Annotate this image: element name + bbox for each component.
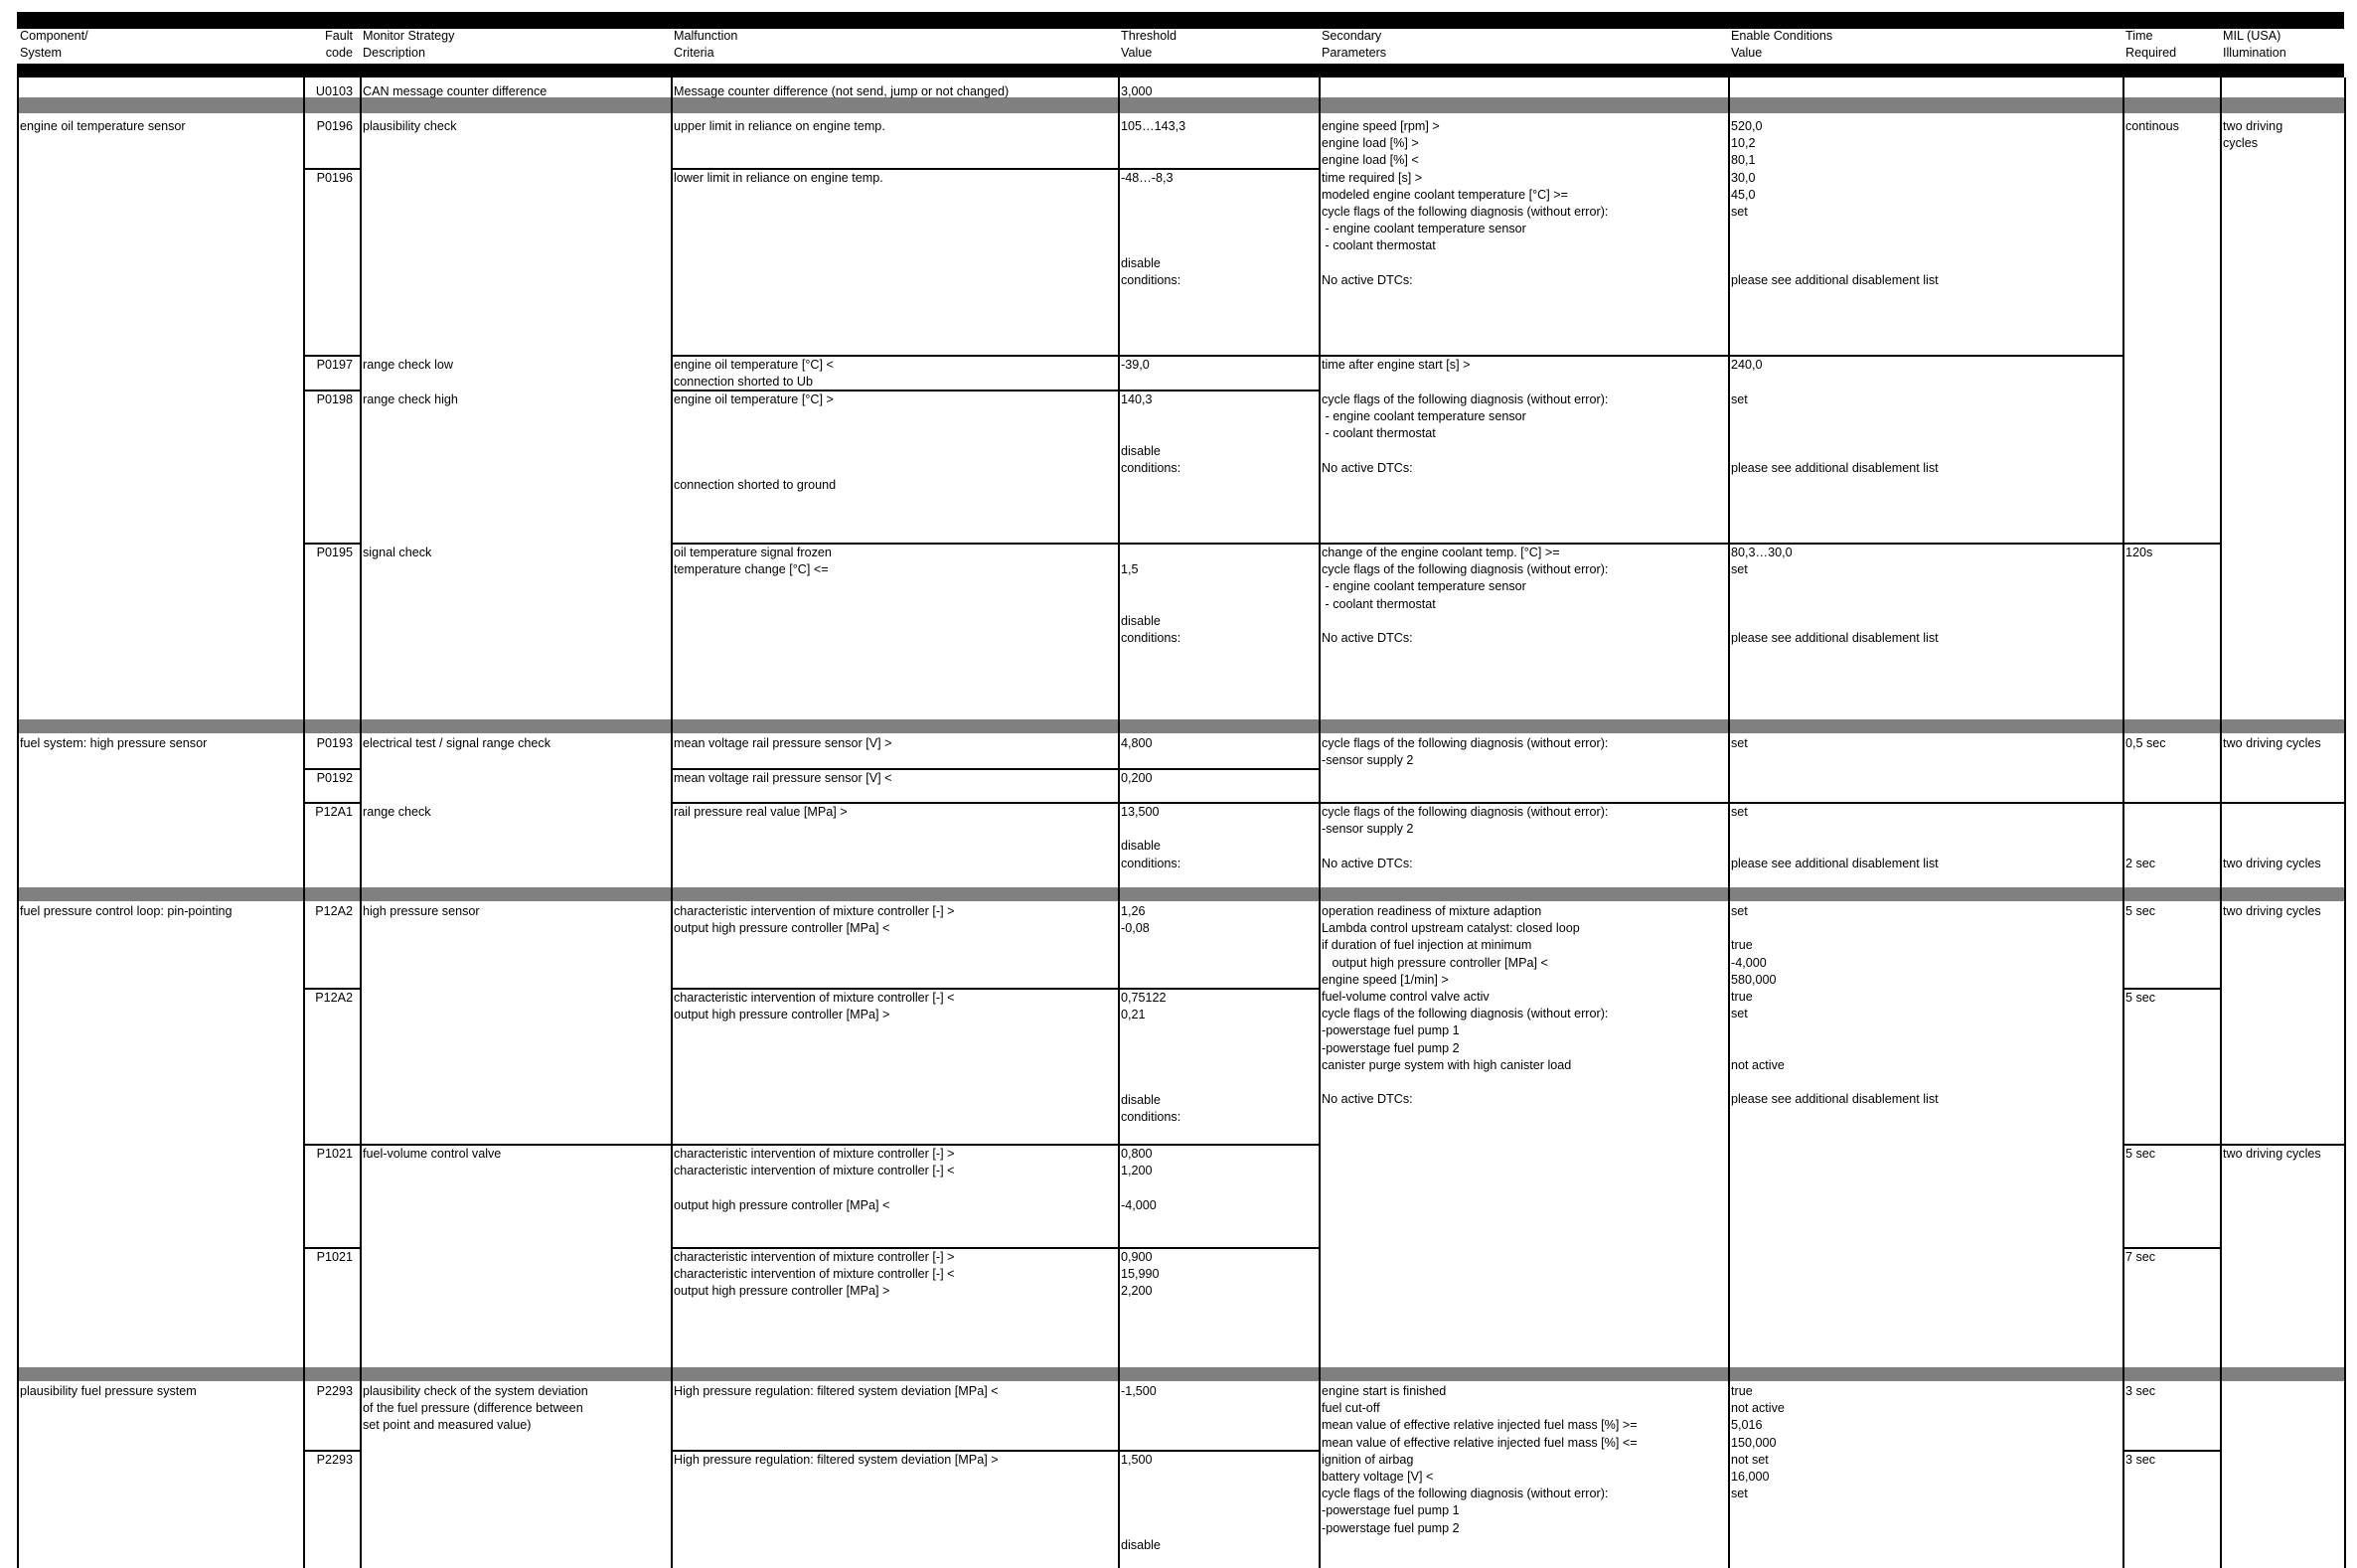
fault-code: U0103 bbox=[315, 84, 353, 98]
cell-threshold: -48…-8,3 disable conditions: bbox=[1121, 171, 1181, 288]
column-divider bbox=[2220, 78, 2222, 1568]
cell-values: set please see additional disablement list bbox=[1731, 392, 1939, 475]
cell-mil: two driving cycles bbox=[2223, 904, 2321, 918]
fault-code: P0193 bbox=[316, 736, 353, 750]
header-enable-conditions: Enable Conditions Value bbox=[1731, 29, 1833, 61]
cell-threshold: 4,800 bbox=[1121, 736, 1153, 750]
cell-threshold: 3,000 bbox=[1121, 84, 1153, 98]
cell-criteria: mean voltage rail pressure sensor [V] < bbox=[674, 771, 892, 785]
cell-values: set please see additional disablement list bbox=[1731, 805, 1939, 870]
column-divider bbox=[671, 78, 673, 1568]
cell-strategy: range check bbox=[363, 805, 431, 819]
cell-strategy: high pressure sensor bbox=[363, 904, 480, 918]
cell-threshold: 0,900 15,990 2,200 bbox=[1121, 1250, 1160, 1299]
cell-time: continous bbox=[2125, 119, 2179, 133]
cell-time: 5 sec bbox=[2125, 991, 2156, 1005]
cell-values: 240,0 bbox=[1731, 358, 1763, 372]
section-separator-band bbox=[17, 887, 2344, 901]
cell-strategy: range check low bbox=[363, 358, 454, 372]
cell-threshold: 1,26 -0,08 bbox=[1121, 904, 1150, 936]
cell-criteria: characteristic intervention of mixture controller [-] > characteristic intervention of mixture controller [-] < output high pressure controller [MPa] > bbox=[674, 1250, 955, 1299]
cell-params: engine speed [rpm] > engine load [%] > engine load [%] < time required [s] > modeled engine coolant temperature [°C] >= cycle flags of the following diagnosis (without error): - engine coolant temperature sensor - coolant thermostat No active DTCs: bbox=[1322, 119, 1609, 287]
fault-code: P1021 bbox=[316, 1147, 353, 1161]
cell-time: 7 sec bbox=[2125, 1250, 2156, 1264]
cell-criteria: characteristic intervention of mixture controller [-] > output high pressure controller [MPa] < bbox=[674, 904, 955, 936]
cell-strategy: plausibility check bbox=[363, 119, 457, 133]
cell-mil: two driving cycles bbox=[2223, 736, 2321, 750]
header-component-system: Component/ System bbox=[20, 29, 88, 61]
cell-criteria: rail pressure real value [MPa] > bbox=[674, 805, 848, 819]
cell-params: change of the engine coolant temp. [°C] >= cycle flags of the following diagnosis (without error): - engine coolant temperature sensor - coolant thermostat No active DTCs: bbox=[1322, 546, 1609, 646]
header-secondary-parameters: Secondary Parameters bbox=[1322, 29, 1387, 61]
cell-threshold: -39,0 bbox=[1121, 358, 1150, 372]
cell-criteria: characteristic intervention of mixture controller [-] > characteristic intervention of mixture controller [-] < output high pressure controller [MPa] < bbox=[674, 1147, 955, 1212]
column-divider bbox=[1118, 78, 1120, 1568]
header-malfunction-criteria: Malfunction Criteria bbox=[674, 29, 738, 61]
fault-code: P2293 bbox=[316, 1453, 353, 1467]
cell-params: time after engine start [s] > bbox=[1322, 358, 1471, 372]
cell-strategy: range check high bbox=[363, 392, 458, 406]
cell-values: 520,0 10,2 80,1 30,0 45,0 set please see additional disablement list bbox=[1731, 119, 1939, 287]
cell-values: true not active 5,016 150,000 not set 16,000 set bbox=[1731, 1384, 1785, 1501]
cell-strategy: plausibility check of the system deviation of the fuel pressure (difference between set point and measured value) bbox=[363, 1384, 588, 1433]
fault-code: P12A1 bbox=[315, 805, 353, 819]
section-separator-band bbox=[17, 1367, 2344, 1381]
cell-time: 3 sec bbox=[2125, 1453, 2156, 1467]
column-divider bbox=[303, 78, 305, 1568]
component-name: engine oil temperature sensor bbox=[20, 119, 186, 133]
cell-threshold: 0,800 1,200 -4,000 bbox=[1121, 1147, 1157, 1212]
cell-strategy: electrical test / signal range check bbox=[363, 736, 550, 750]
cell-threshold: 0,75122 0,21 disable conditions: bbox=[1121, 991, 1181, 1125]
component-name: plausibility fuel pressure system bbox=[20, 1384, 197, 1398]
cell-strategy: CAN message counter difference bbox=[363, 84, 548, 98]
cell-strategy: fuel-volume control valve bbox=[363, 1147, 502, 1161]
cell-criteria: Message counter difference (not send, jump or not changed) bbox=[674, 84, 1010, 98]
cell-time: 0,5 sec bbox=[2125, 736, 2166, 750]
title-bar bbox=[17, 12, 2344, 29]
fault-code: P0197 bbox=[316, 358, 353, 372]
cell-threshold: 1,5 disable conditions: bbox=[1121, 562, 1181, 646]
header-threshold-value: Threshold Value bbox=[1121, 29, 1178, 61]
fault-code: P12A2 bbox=[315, 991, 353, 1005]
cell-criteria: lower limit in reliance on engine temp. bbox=[674, 171, 883, 185]
cell-values: set true -4,000 580,000 true set not active please see additional disablement list bbox=[1731, 904, 1939, 1107]
cell-mil: two driving cycles bbox=[2223, 1147, 2321, 1161]
cell-time: 120s bbox=[2125, 546, 2153, 559]
cell-time: 3 sec bbox=[2125, 1384, 2156, 1398]
fault-code: P0192 bbox=[316, 771, 353, 785]
cell-strategy: signal check bbox=[363, 546, 432, 559]
cell-params: engine start is finished fuel cut-off mean value of effective relative injected fuel mass [%] >= mean value of effective relative injected fuel mass [%] <= ignition of airbag battery voltage [V] < cycle flags of the following diagnosis (without error): -powerstage fuel pump 1 -powerstage fuel pump 2 bbox=[1322, 1384, 1638, 1535]
header-mil-illumination: MIL (USA) Illumination bbox=[2223, 29, 2286, 61]
cell-time: 5 sec bbox=[2125, 904, 2156, 918]
cell-threshold: 105…143,3 bbox=[1121, 119, 1186, 133]
cell-threshold: 140,3 disable conditions: bbox=[1121, 392, 1181, 475]
cell-criteria: engine oil temperature [°C] > connection shorted to ground bbox=[674, 392, 837, 493]
header-monitor-strategy: Monitor Strategy Description bbox=[363, 29, 455, 61]
cell-threshold: 13,500 disable conditions: bbox=[1121, 805, 1181, 870]
column-divider bbox=[1728, 78, 1730, 1568]
column-divider bbox=[17, 78, 19, 1568]
header-fault-code: Fault code bbox=[325, 29, 353, 61]
fault-code: P2293 bbox=[316, 1384, 353, 1398]
section-separator-band bbox=[17, 719, 2344, 733]
cell-params: cycle flags of the following diagnosis (without error): -sensor supply 2 bbox=[1322, 736, 1609, 768]
cell-criteria: characteristic intervention of mixture controller [-] < output high pressure controller [MPa] > bbox=[674, 991, 955, 1022]
column-divider bbox=[360, 78, 362, 1568]
component-name: fuel system: high pressure sensor bbox=[20, 736, 208, 750]
column-divider bbox=[1319, 78, 1321, 1568]
cell-criteria: High pressure regulation: filtered system deviation [MPa] > bbox=[674, 1453, 999, 1467]
fault-code: P1021 bbox=[316, 1250, 353, 1264]
cell-time: 2 sec bbox=[2125, 856, 2156, 870]
cell-values: 80,3…30,0 set please see additional disablement list bbox=[1731, 546, 1939, 646]
column-divider bbox=[2122, 78, 2124, 1568]
cell-threshold: 0,200 bbox=[1121, 771, 1153, 785]
column-divider bbox=[2344, 78, 2346, 1568]
cell-criteria: High pressure regulation: filtered system deviation [MPa] < bbox=[674, 1384, 999, 1398]
cell-params: operation readiness of mixture adaption Lambda control upstream catalyst: closed loop if duration of fuel injection at minimum output high pressure controller [MPa] < engine speed [1/min] > fuel-volume control valve activ cycle flags of the following diagnosis (without error): -powerstage fuel pump 1 -powerstage fuel pump 2 canister purge system with high canister load No active DTCs: bbox=[1322, 904, 1609, 1107]
fault-code: P0195 bbox=[316, 546, 353, 559]
cell-mil: two driving cycles bbox=[2223, 119, 2283, 151]
cell-params: cycle flags of the following diagnosis (without error): -sensor supply 2 No active DTCs: bbox=[1322, 805, 1609, 870]
cell-values: set bbox=[1731, 736, 1748, 750]
cell-threshold: 1,500 disable bbox=[1121, 1453, 1161, 1553]
cell-criteria: upper limit in reliance on engine temp. bbox=[674, 119, 885, 133]
component-name: fuel pressure control loop: pin-pointing bbox=[20, 904, 233, 918]
header-separator-bar bbox=[17, 64, 2344, 78]
fault-code: P12A2 bbox=[315, 904, 353, 918]
fault-code: P0196 bbox=[316, 119, 353, 133]
cell-params: cycle flags of the following diagnosis (without error): - engine coolant temperature sensor - coolant thermostat No active DTCs: bbox=[1322, 392, 1609, 475]
fault-code: P0196 bbox=[316, 171, 353, 185]
fault-code: P0198 bbox=[316, 392, 353, 406]
cell-threshold: -1,500 bbox=[1121, 1384, 1157, 1398]
cell-time: 5 sec bbox=[2125, 1147, 2156, 1161]
cell-criteria: engine oil temperature [°C] < connection shorted to Ub bbox=[674, 358, 834, 390]
cell-criteria: mean voltage rail pressure sensor [V] > bbox=[674, 736, 892, 750]
cell-criteria: oil temperature signal frozen temperature change [°C] <= bbox=[674, 546, 832, 577]
cell-mil: two driving cycles bbox=[2223, 856, 2321, 870]
header-time-required: Time Required bbox=[2125, 29, 2177, 61]
